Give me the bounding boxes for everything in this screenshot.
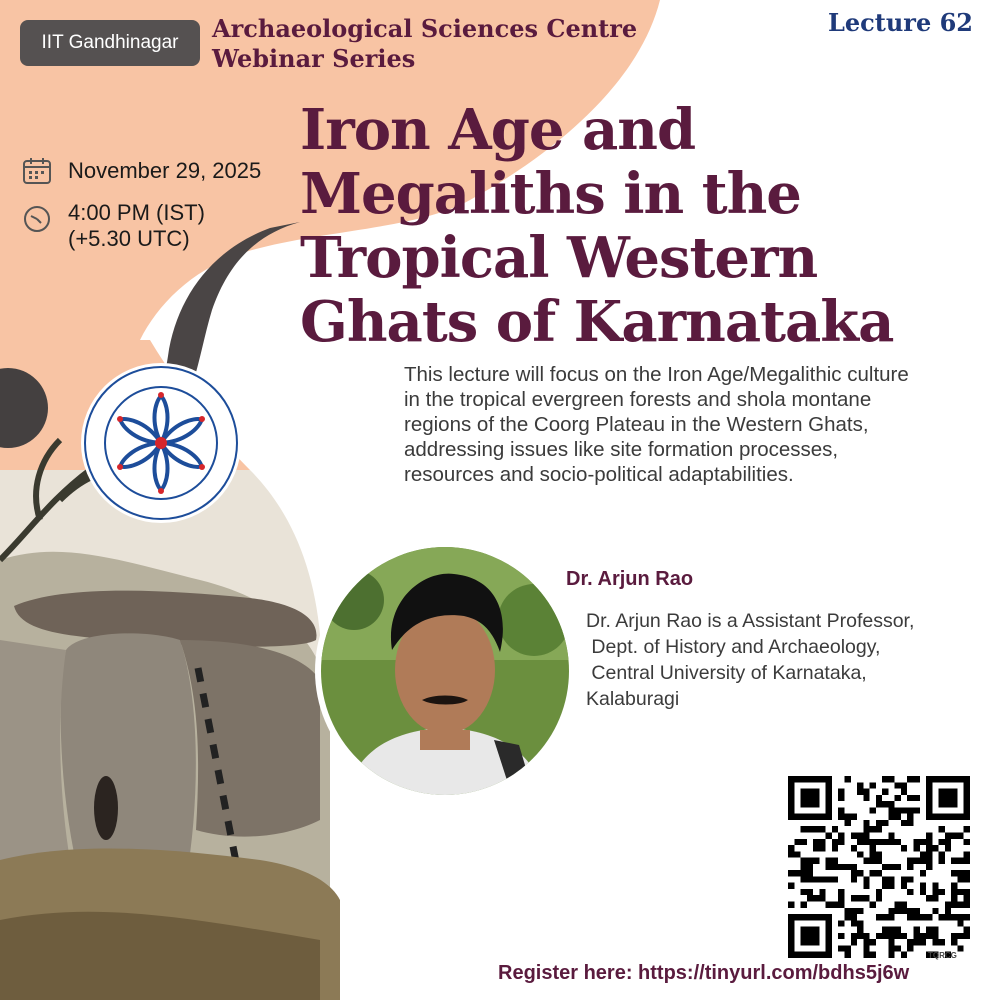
calendar-icon xyxy=(22,156,52,191)
bio-line: Central University of Karnataka, xyxy=(586,662,867,684)
registration-qr-code[interactable] xyxy=(788,776,970,958)
speaker-photo xyxy=(314,540,576,802)
title-line-1: Iron Age and xyxy=(300,97,696,163)
event-date: November 29, 2025 xyxy=(68,158,262,183)
title-line-3: Tropical Western xyxy=(300,225,818,291)
webinar-series-heading xyxy=(212,14,637,74)
abstract-line: regions of the Coorg Plateau in the Western Ghats, xyxy=(404,413,869,436)
abstract-line: This lecture will focus on the Iron Age/Megalithic culture xyxy=(404,363,909,386)
abstract-line: addressing issues like site formation processes, xyxy=(404,438,839,461)
abstract-line: resources and socio-political adaptabilities. xyxy=(404,463,794,486)
clock-icon xyxy=(22,204,52,239)
institute-badge: IIT Gandhinagar xyxy=(20,20,200,66)
speaker-name: Dr. Arjun Rao xyxy=(566,568,694,590)
bio-line: Dept. of History and Archaeology, xyxy=(586,636,881,658)
lecture-title xyxy=(300,98,980,354)
series-line-1: Archaeological Sciences Centre xyxy=(212,14,638,43)
bio-line: Kalaburagi xyxy=(586,688,680,710)
qr-caption: TQRCG xyxy=(928,951,957,960)
event-time xyxy=(68,200,205,252)
series-line-2: Webinar Series xyxy=(212,44,416,73)
registration-link[interactable]: Register here: https://tinyurl.com/bdhs5j6w xyxy=(498,962,910,984)
title-line-4: Ghats of Karnataka xyxy=(300,289,894,355)
time-ist: 4:00 PM (IST) xyxy=(68,200,205,225)
bio-line: Dr. Arjun Rao is a Assistant Professor, xyxy=(586,610,915,632)
speaker-bio xyxy=(586,608,914,712)
lecture-number: Lecture 62 xyxy=(828,8,973,37)
iit-gandhinagar-logo xyxy=(80,362,242,524)
title-line-2: Megaliths in the xyxy=(300,161,801,227)
lecture-abstract xyxy=(404,362,984,487)
abstract-line: in the tropical evergreen forests and shola montane xyxy=(404,388,872,411)
time-utc: (+5.30 UTC) xyxy=(68,226,190,251)
